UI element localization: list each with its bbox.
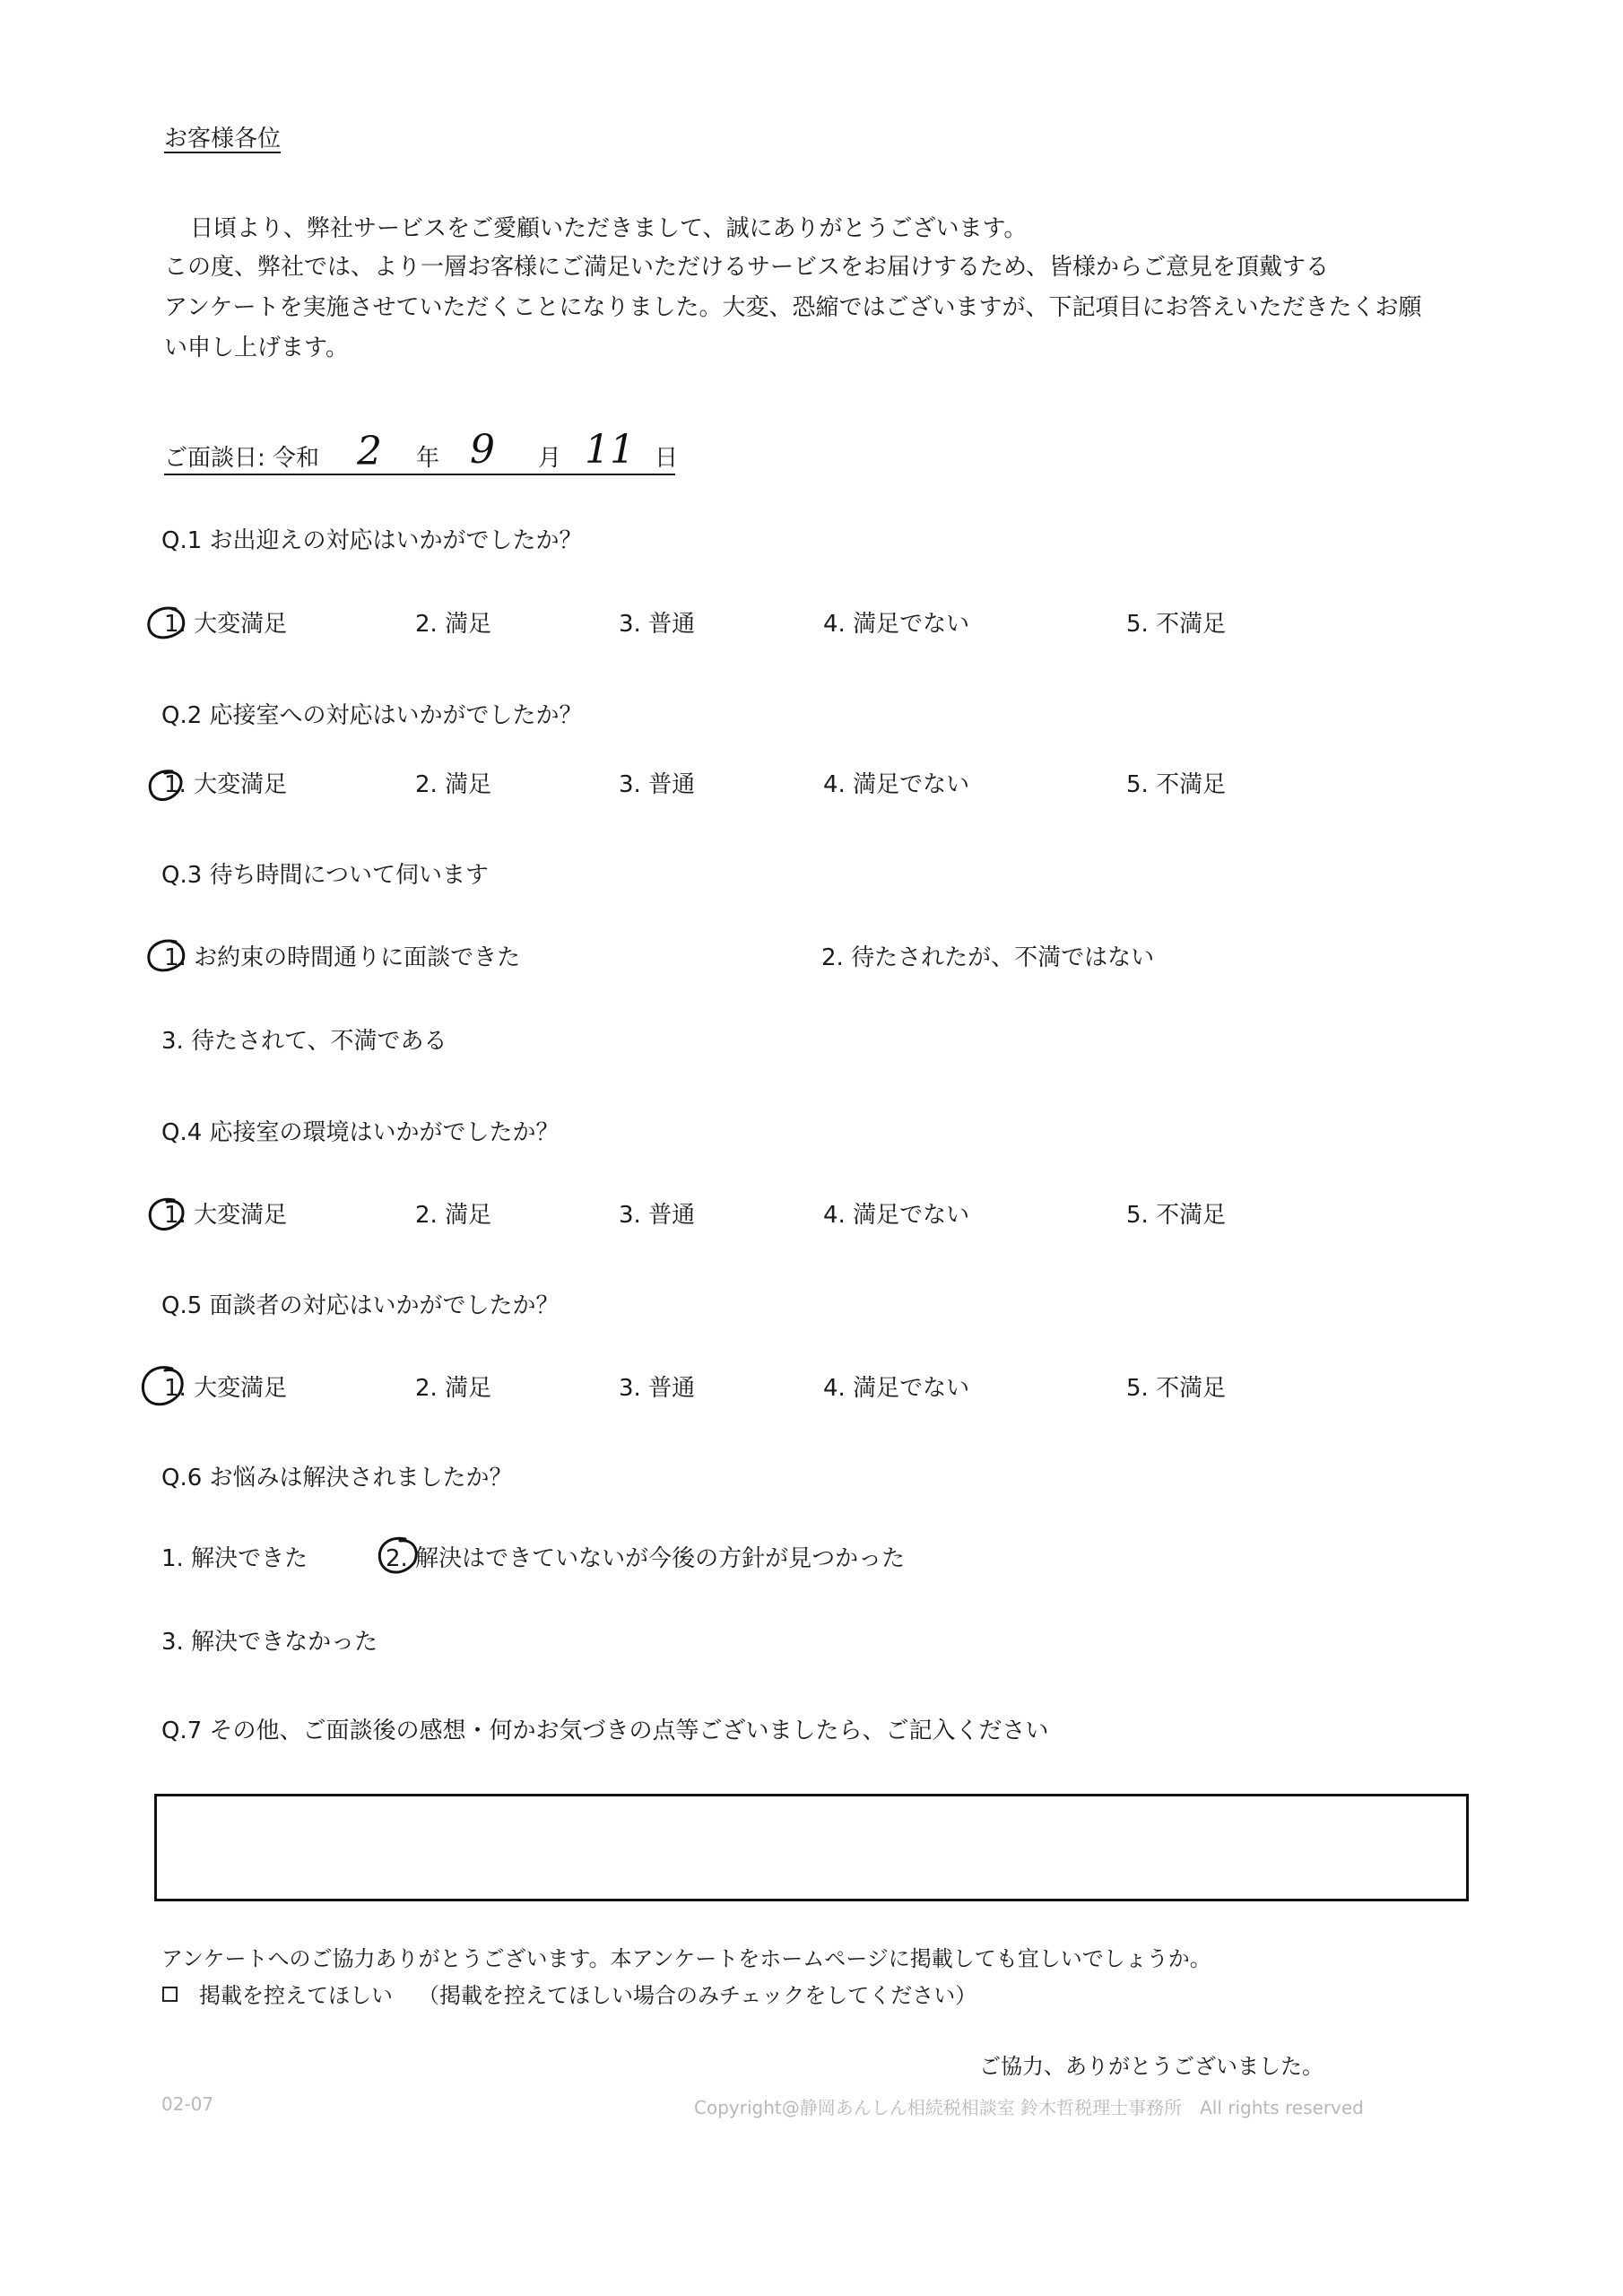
date-era-year[interactable]: 2 (357, 429, 382, 474)
intro-line-4: い申し上げます。 (164, 335, 349, 361)
salutation: お客様各位 (164, 126, 282, 152)
q6-selection-circle (375, 1535, 421, 1578)
question-2-label: Q.2 応接室への対応はいかがでしたか？ (161, 702, 583, 729)
q6-option-3[interactable]: 3. 解決できなかった (161, 1629, 378, 1656)
q5-option-5[interactable]: 5. 不満足 (1126, 1375, 1227, 1402)
date-label: ご面談日: 令和 (164, 445, 320, 472)
q6-option-1[interactable]: 1. 解決できた (161, 1545, 308, 1572)
q4-option-2[interactable]: 2. 満足 (415, 1202, 492, 1229)
q5-option-4[interactable]: 4. 満足でない (823, 1375, 970, 1402)
q1-option-1[interactable]: 1. 大変満足 (164, 611, 288, 638)
form-code: 02-07 (161, 2093, 214, 2115)
no-publish-checkbox[interactable] (162, 1987, 178, 2002)
intro-line-1: 日頃より、弊社サービスをご愛顧いただきまして、誠にありがとうございます。 (190, 215, 1028, 242)
intro-line-3: アンケートを実施させていただくことになりました。大変、恐縮ではございますが、下記項目にお答えいただきたくお願 (164, 294, 1422, 321)
question-6-label: Q.6 お悩みは解決されましたか？ (161, 1465, 513, 1492)
q4-option-1[interactable]: 1. 大変満足 (164, 1202, 288, 1229)
intro-line-2: この度、弊社では、より一層お客様にご満足いただけるサービスをお届けするため、皆様からご意見を頂戴する (164, 254, 1329, 281)
q6-option-2[interactable]: 2. 解決はできていないが今後の方針が見つかった (386, 1545, 906, 1572)
no-publish-note: （掲載を控えてほしい場合のみチェックをしてください） (418, 1983, 977, 2008)
question-3-label: Q.3 待ち時間について伺います (161, 862, 490, 889)
date-day-unit: 日 (655, 445, 679, 472)
q2-option-3[interactable]: 3. 普通 (619, 771, 696, 798)
q4-selection-circle (145, 1196, 187, 1232)
q2-selection-circle (145, 768, 187, 804)
q3-option-3[interactable]: 3. 待たされて、不満である (161, 1028, 447, 1055)
q5-selection-circle (138, 1363, 188, 1410)
q5-option-1[interactable]: 1. 大変満足 (164, 1375, 288, 1402)
q2-option-5[interactable]: 5. 不満足 (1126, 771, 1227, 798)
no-publish-label: 掲載を控えてほしい (199, 1983, 393, 2008)
q5-option-2[interactable]: 2. 満足 (415, 1375, 492, 1402)
question-5-label: Q.5 面談者の対応はいかがでしたか？ (161, 1292, 560, 1319)
q1-selection-circle (145, 605, 187, 641)
closing-message: ご協力、ありがとうございました。 (979, 2054, 1324, 2079)
date-year-unit: 年 (416, 445, 440, 472)
q2-option-4[interactable]: 4. 満足でない (823, 771, 970, 798)
q5-option-3[interactable]: 3. 普通 (619, 1375, 696, 1402)
copyright-footer: Copyright@静岡あんしん相続税相談室 鈴木哲税理士事務所 All rights reserved (694, 2097, 1364, 2118)
date-day[interactable]: 11 (585, 427, 635, 473)
q4-option-4[interactable]: 4. 満足でない (823, 1202, 970, 1229)
q1-option-5[interactable]: 5. 不満足 (1126, 611, 1227, 638)
q1-option-3[interactable]: 3. 普通 (619, 611, 696, 638)
q1-option-2[interactable]: 2. 満足 (415, 611, 492, 638)
date-month-unit: 月 (538, 445, 562, 472)
q4-option-5[interactable]: 5. 不満足 (1126, 1202, 1227, 1229)
q3-option-1[interactable]: 1. お約束の時間通りに面談できた (164, 944, 521, 971)
date-underline (164, 474, 675, 475)
q1-option-4[interactable]: 4. 満足でない (823, 611, 970, 638)
question-4-label: Q.4 応接室の環境はいかがでしたか？ (161, 1119, 560, 1146)
q2-option-2[interactable]: 2. 満足 (415, 771, 492, 798)
q2-option-1[interactable]: 1. 大変満足 (164, 771, 288, 798)
question-7-label: Q.7 その他、ご面談後の感想・何かお気づきの点等ございましたら、ご記入ください (161, 1718, 1049, 1744)
date-month[interactable]: 9 (470, 427, 495, 473)
comment-textarea[interactable] (154, 1794, 1469, 1901)
question-1-label: Q.1 お出迎えの対応はいかがでしたか？ (161, 527, 583, 554)
consent-text: アンケートへのご協力ありがとうございます。本アンケートをホームページに掲載しても宜しいでしょうか。 (161, 1946, 1211, 1971)
q3-option-2[interactable]: 2. 待たされたが、不満ではない (821, 944, 1155, 971)
comment-text (157, 1796, 1466, 1822)
q4-option-3[interactable]: 3. 普通 (619, 1202, 696, 1229)
q3-selection-circle (145, 938, 187, 974)
